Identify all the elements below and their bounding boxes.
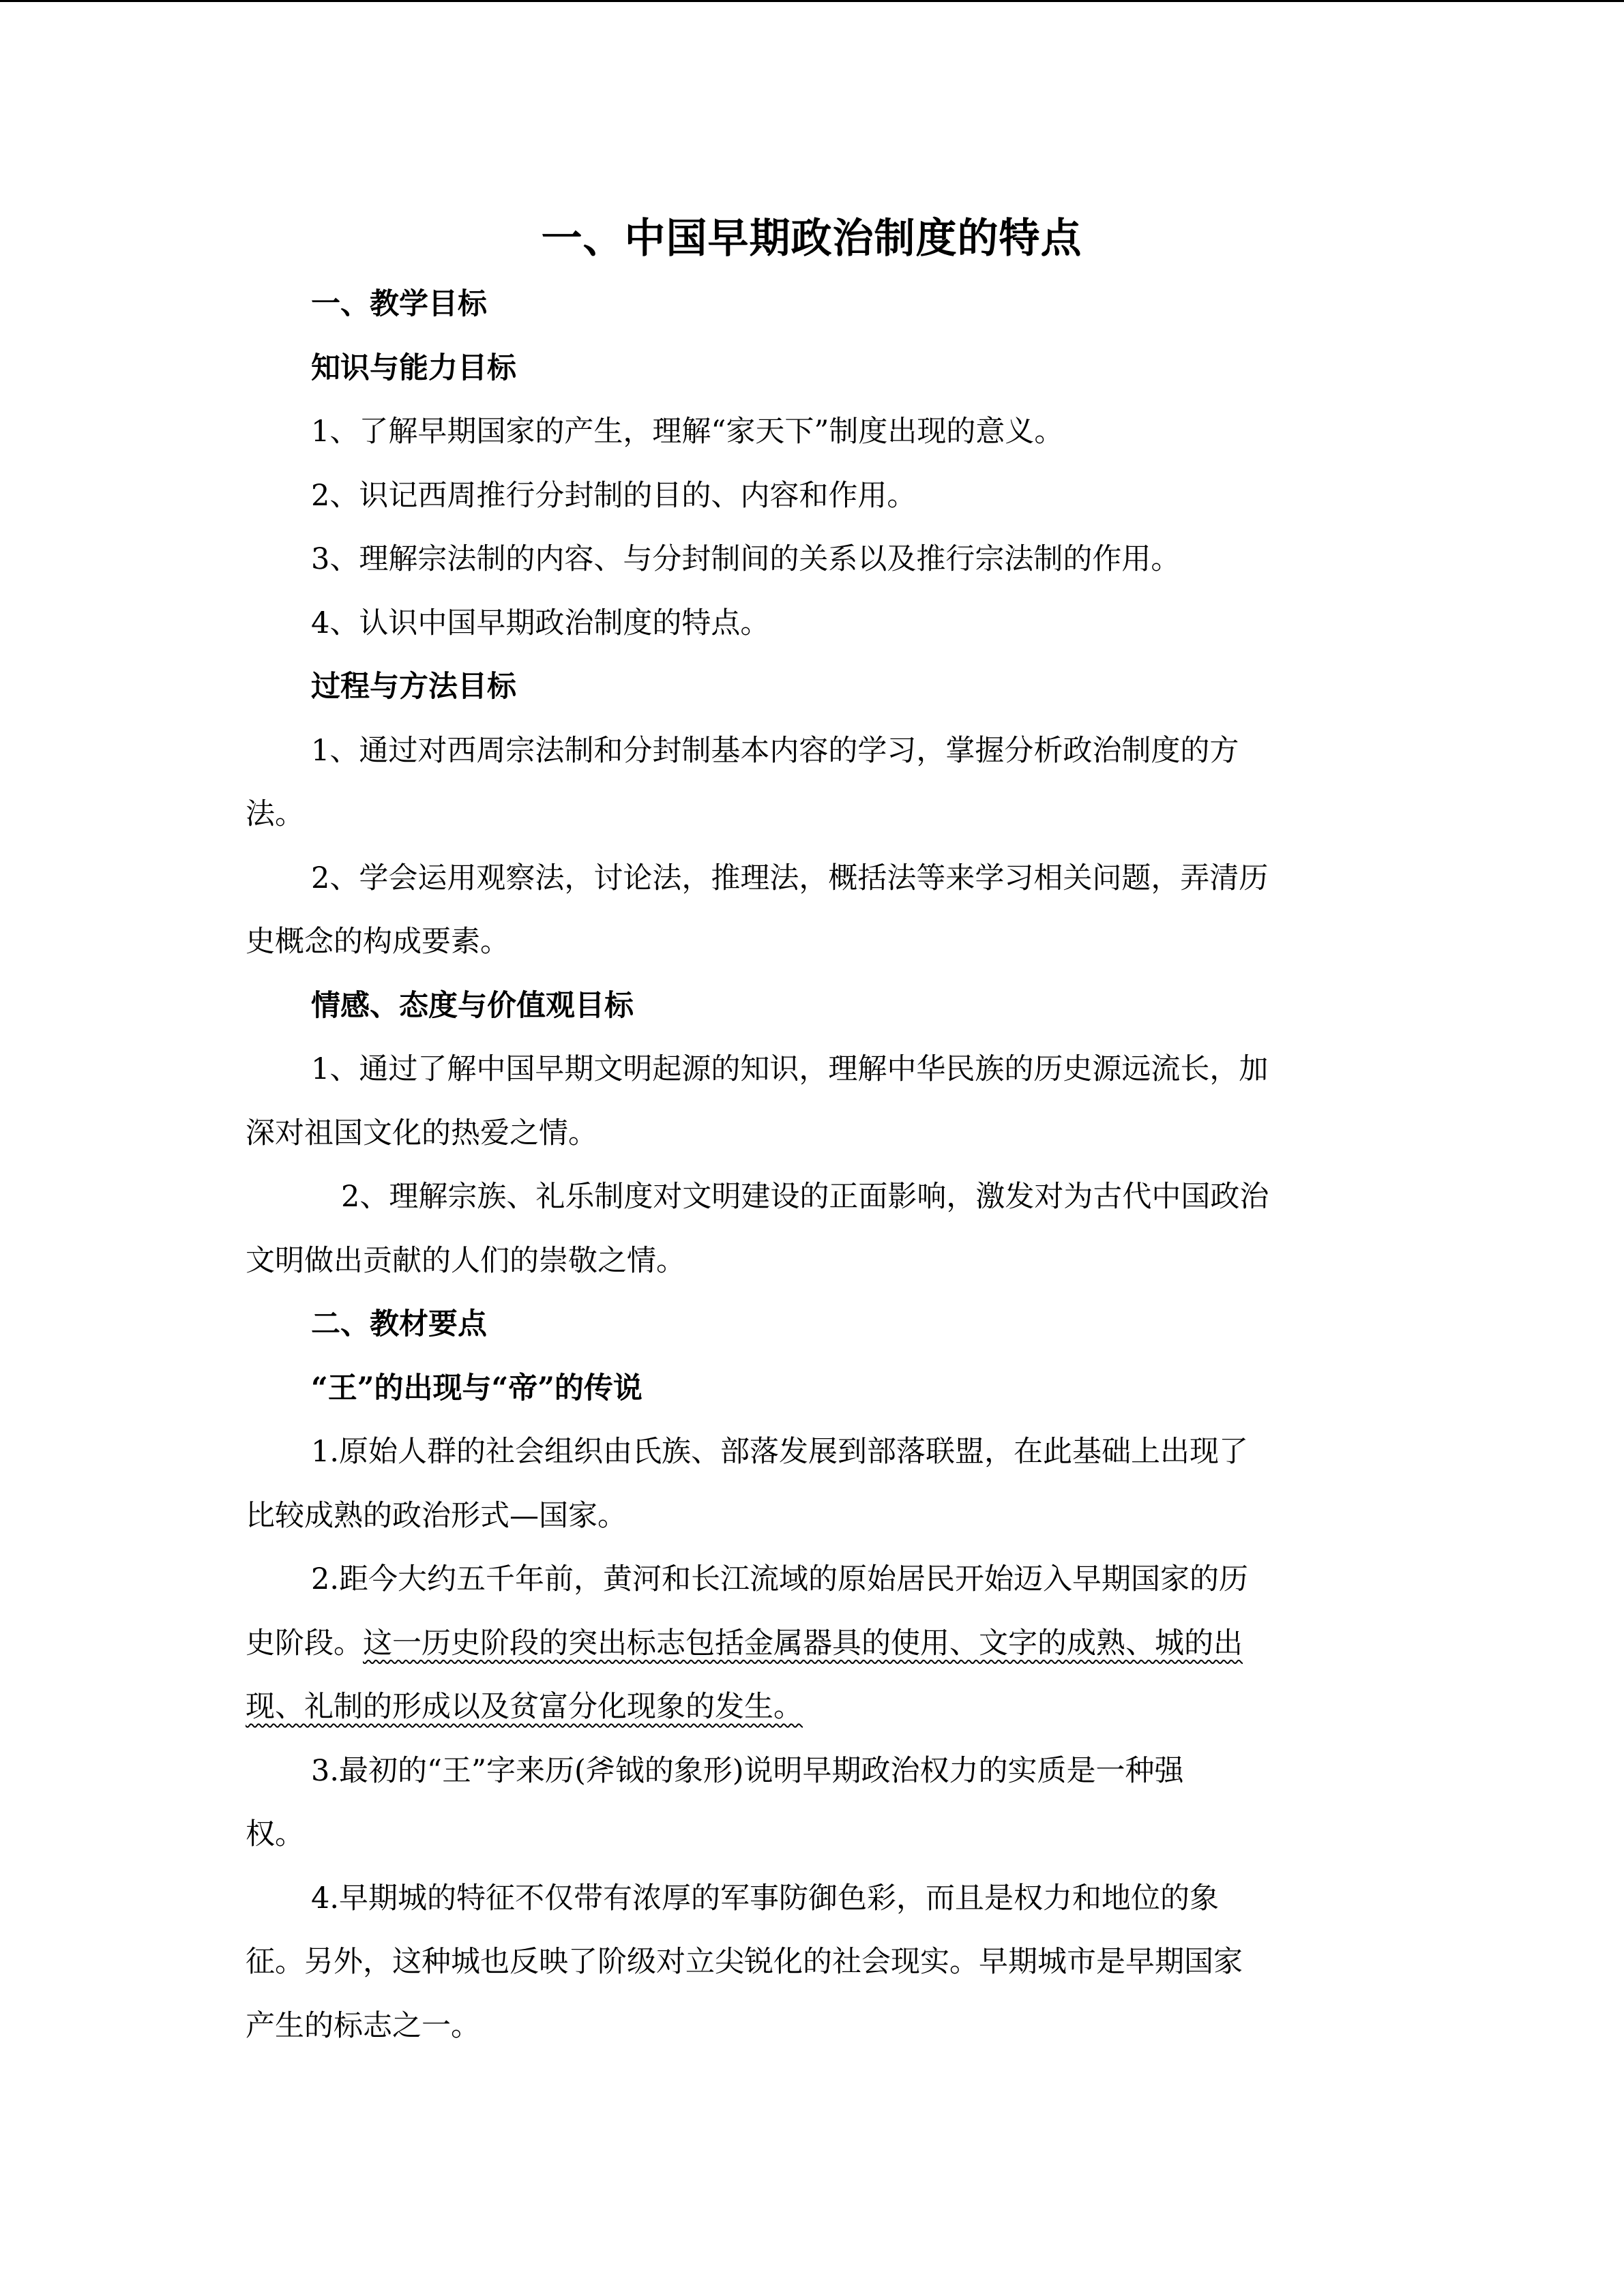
point-2-marked-text-part-2: 现、礼制的形成以及贫富分化现象的发生。 — [246, 1690, 803, 1724]
point-4-line-3: 产生的标志之一。 — [246, 2008, 480, 2043]
document-title: 一、中国早期政治制度的特点 — [541, 215, 1082, 263]
subheading-knowledge-goals: 知识与能力目标 — [311, 351, 516, 385]
section-heading-teaching-goals: 一、教学目标 — [311, 287, 487, 321]
top-border-rule — [0, 0, 1624, 2]
point-2-line-3 — [246, 1675, 1378, 1740]
subheading-process-goals: 过程与方法目标 — [311, 670, 516, 704]
point-3-line-2: 权。 — [246, 1817, 304, 1851]
emotion-item-2-line-2: 文明做出贡献的人们的崇敬之情。 — [246, 1243, 685, 1278]
subheading-king-and-emperor: “王”的出现与“帝”的传说 — [311, 1371, 643, 1405]
document-page — [246, 205, 1378, 2058]
process-item-2-line-2: 史概念的构成要素。 — [246, 925, 510, 959]
point-2-marked-text-part-1: 这一历史阶段的突出标志包括金属器具的使用、文字的成熟、城的出 — [363, 1626, 1243, 1660]
knowledge-item-4: 4、认识中国早期政治制度的特点。 — [311, 606, 770, 640]
process-item-1-line-1: 1、通过对西周宗法制和分封制基本内容的学习，掌握分析政治制度的方 — [311, 733, 1239, 768]
knowledge-item-1: 1、了解早期国家的产生，理解“家天下”制度出现的意义。 — [311, 415, 1064, 449]
point-3-line-1: 3.最初的“王”字来历(斧钺的象形)说明早期政治权力的实质是一种强 — [311, 1753, 1184, 1788]
emotion-item-2-line-1: 2、理解宗族、礼乐制度对文明建设的正面影响，激发对为古代中国政治 — [341, 1180, 1269, 1214]
knowledge-item-2: 2、识记西周推行分封制的目的、内容和作用。 — [311, 478, 917, 513]
point-4-line-2: 征。另外，这种城也反映了阶级对立尖锐化的社会现实。早期城市是早期国家 — [246, 1945, 1243, 1979]
point-2-line-2-plain: 史阶段。 — [246, 1626, 363, 1660]
point-1-line-1: 1.原始人群的社会组织由氏族、部落发展到部落联盟，在此基础上出现了 — [311, 1435, 1249, 1469]
knowledge-item-3: 3、理解宗法制的内容、与分封制间的关系以及推行宗法制的作用。 — [311, 542, 1181, 576]
point-1-line-2: 比较成熟的政治形式—国家。 — [246, 1498, 627, 1533]
point-2-line-2 — [246, 1612, 1378, 1676]
section-heading-textbook-points: 二、教材要点 — [311, 1307, 487, 1341]
emotion-item-1-line-2: 深对祖国文化的热爱之情。 — [246, 1116, 597, 1150]
process-item-1-line-2: 法。 — [246, 797, 304, 831]
point-2-line-1: 2.距今大约五千年前，黄河和长江流域的原始居民开始迈入早期国家的历 — [311, 1562, 1249, 1596]
point-4-line-1: 4.早期城的特征不仅带有浓厚的军事防御色彩，而且是权力和地位的象 — [311, 1881, 1220, 1915]
emotion-item-1-line-1: 1、通过了解中国早期文明起源的知识，理解中华民族的历史源远流长，加 — [311, 1052, 1269, 1086]
subheading-emotion-goals: 情感、态度与价值观目标 — [311, 988, 634, 1023]
process-item-2-line-1: 2、学会运用观察法，讨论法，推理法，概括法等来学习相关问题，弄清历 — [311, 861, 1269, 895]
